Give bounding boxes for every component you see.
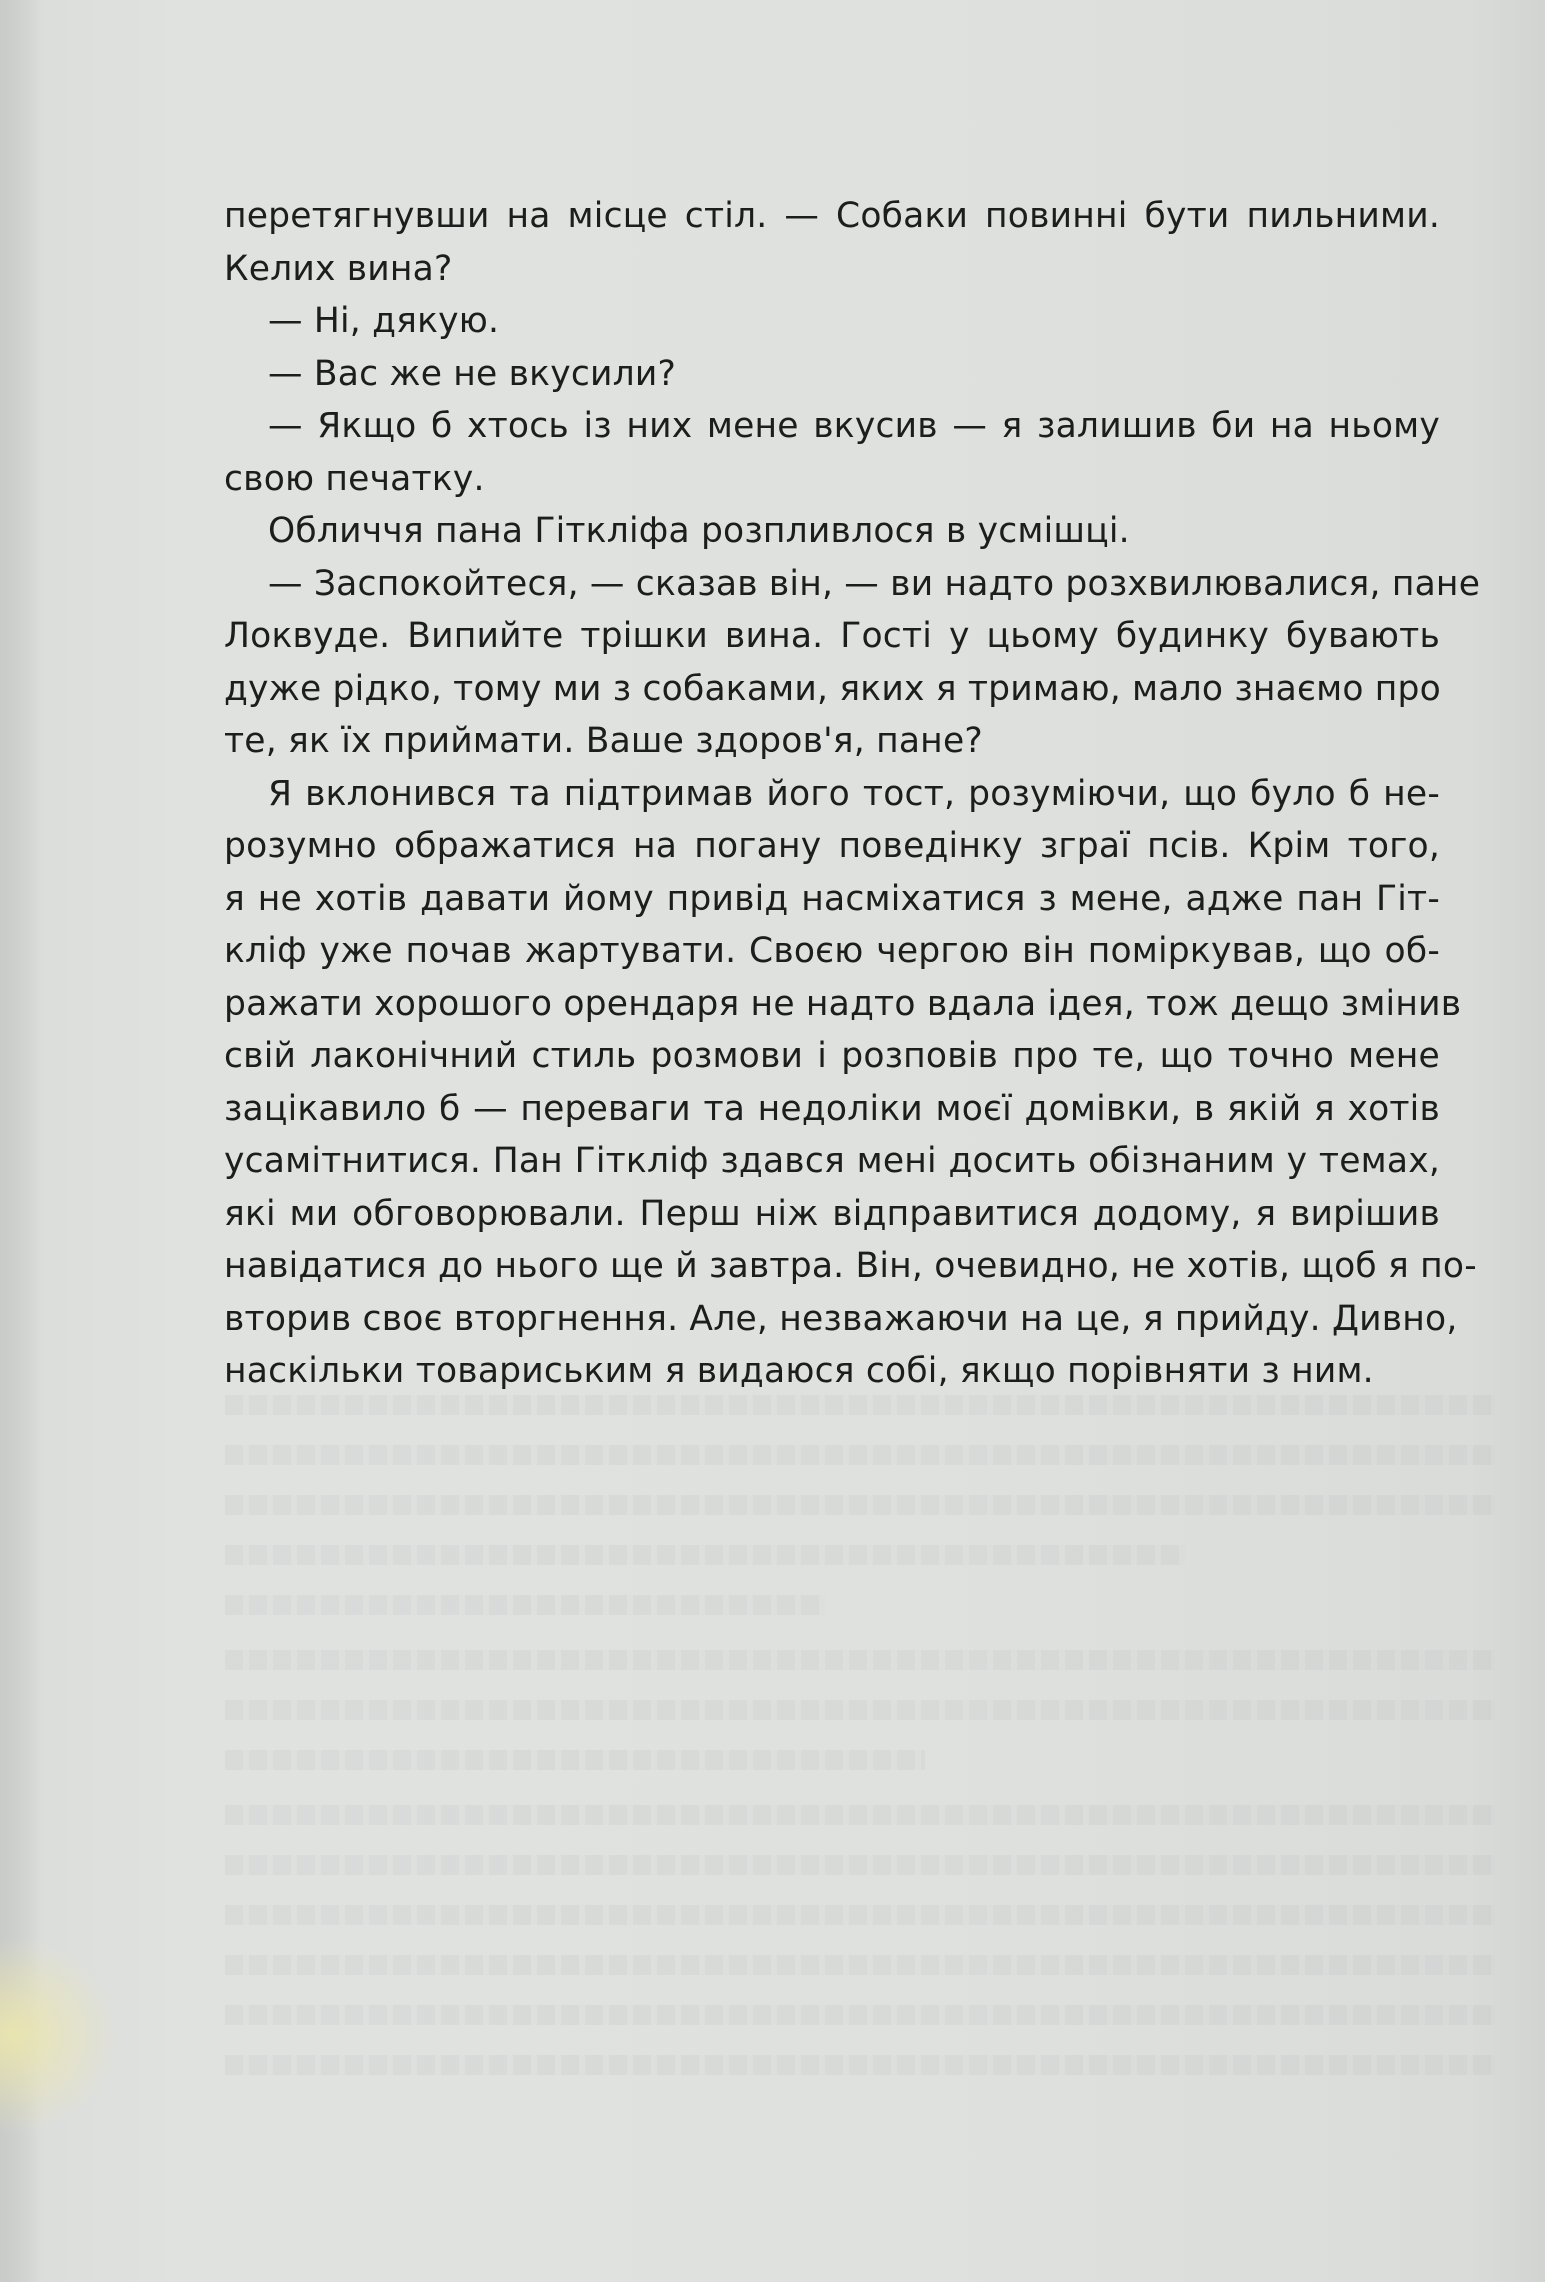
text-line: які ми обговорювали. Перш ніж відправитися додому, я вирішив xyxy=(224,1193,1440,1234)
text-line: вторив своє вторгнення. Але, незважаючи на це, я прийду. Дивно, xyxy=(224,1298,1458,1339)
show-through-text xyxy=(225,1955,1495,1975)
text-line: Локвуде. Випийте трішки вина. Гості у цьому будинку бувають xyxy=(224,616,1440,656)
show-through-text xyxy=(225,1700,1495,1720)
show-through-text xyxy=(225,1595,825,1615)
text-line: зацікавило б — переваги та недоліки моєї домівки, в якій я хотів xyxy=(224,1088,1440,1129)
text-line: кліф уже почав жартувати. Своєю чергою він поміркував, що об- xyxy=(224,931,1440,971)
show-through-text xyxy=(225,1650,1495,1670)
show-through-text xyxy=(225,1495,1495,1515)
show-through-text xyxy=(225,1750,925,1770)
text-line: усамітнитися. Пан Гіткліф здався мені досить обізнаним у темах, xyxy=(224,1141,1440,1181)
text-line: свою печатку. xyxy=(224,458,485,499)
text-line: Келих вина? xyxy=(224,248,453,289)
show-through-text xyxy=(225,1445,1495,1465)
body-text xyxy=(224,190,1481,1398)
text-line: розумно ображатися на погану поведінку зграї псів. Крім того, xyxy=(224,826,1440,866)
text-line: перетягнувши на місце стіл. — Собаки повинні бути пильними. xyxy=(224,196,1440,236)
show-through-text xyxy=(225,1395,1495,1415)
show-through-text xyxy=(225,2005,1495,2025)
text-line: — Ні, дякую. xyxy=(268,301,500,341)
show-through-text xyxy=(225,1855,1495,1875)
light-glare xyxy=(0,1935,120,2135)
text-line: Обличчя пана Гіткліфа розпливлося в усмішці. xyxy=(268,511,1130,551)
text-line: ражати хорошого орендаря не надто вдала ідея, тож дещо змінив xyxy=(224,983,1462,1024)
text-line: — Вас же не вкусили? xyxy=(268,353,676,394)
text-line: наскільки товариським я видаюся собі, якщо порівняти з ним. xyxy=(224,1351,1374,1391)
text-line: дуже рідко, тому ми з собаками, яких я тримаю, мало знаємо про xyxy=(224,668,1441,709)
text-line: навідатися до нього ще й завтра. Він, очевидно, не хотів, щоб я по- xyxy=(224,1246,1477,1286)
text-line: Я вклонився та підтримав його тост, розуміючи, що було б не- xyxy=(268,773,1440,814)
text-line: свій лаконічний стиль розмови і розповів про те, що точно мене xyxy=(224,1036,1440,1076)
text-line: я не хотів давати йому привід насміхатися з мене, адже пан Гіт- xyxy=(224,878,1440,919)
show-through-text xyxy=(225,1805,1495,1825)
show-through-text xyxy=(225,1905,1495,1925)
show-through-text xyxy=(225,1545,1185,1565)
show-through-text xyxy=(225,2055,1495,2075)
text-line: те, як їх приймати. Ваше здоров'я, пане? xyxy=(224,721,983,761)
text-line: — Якщо б хтось із них мене вкусив — я залишив би на ньому xyxy=(268,406,1440,446)
text-line: — Заспокойтеся, — сказав він, — ви надто розхвилювалися, пане xyxy=(268,563,1481,604)
